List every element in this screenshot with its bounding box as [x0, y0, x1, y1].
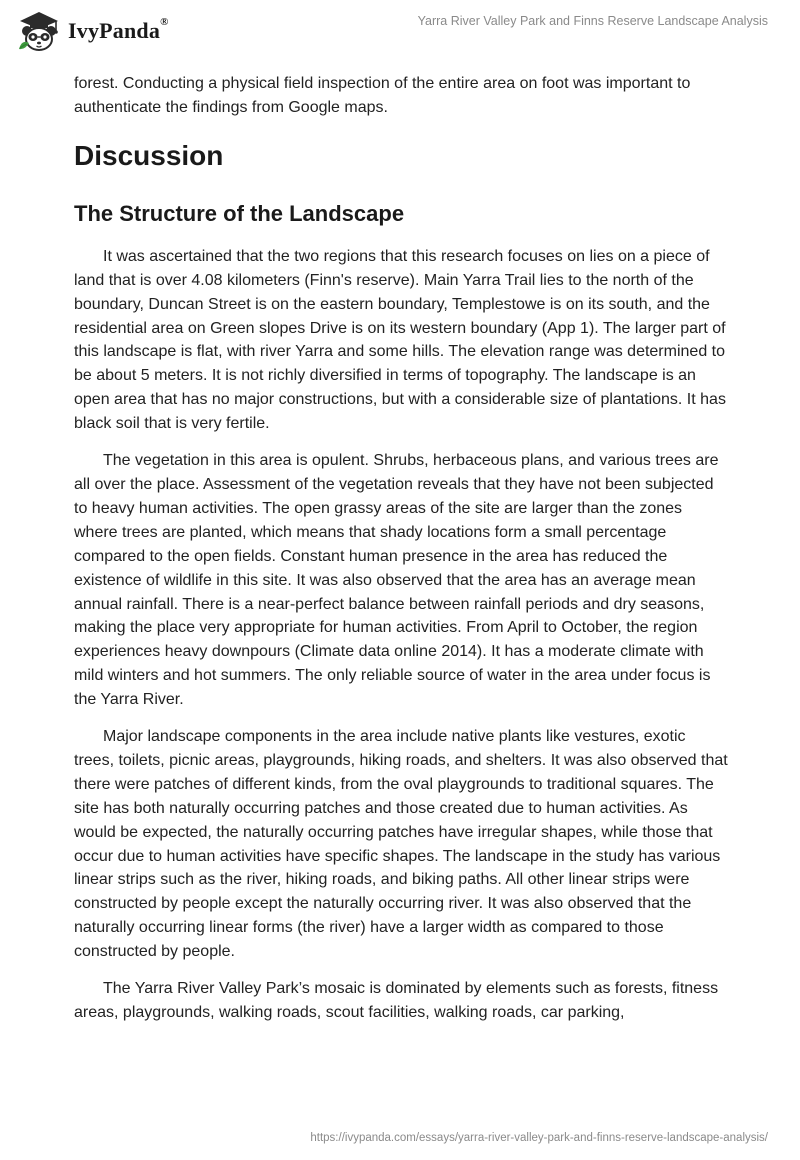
registered-mark: ®	[160, 16, 169, 28]
paragraph: It was ascertained that the two regions that this research focuses on lies on a piece of land that is over 4.08 kilometers (Finn's reserve). Main Yarra Trail lies to the north of the boundary, Duncan Street is on the eastern boundary, Templestowe is on its south, and the residential area on Green slopes Drive is on its western boundary (App 1). The larger part of this landscape is flat, with river Yarra and some hills. The elevation range was determined to be about 5 meters. It is not richly diversified in terms of topography. The landscape is an open area that has no major constructions, but with a considerable size of plantations. It has black soil that is very fertile.	[74, 247, 726, 433]
document-title: Yarra River Valley Park and Finns Reserve Landscape Analysis	[417, 14, 768, 28]
paragraph: The vegetation in this area is opulent. Shrubs, herbaceous plans, and various trees are all over the place. Assessment of the vegetation reveals that they have not been subjected to heavy human activities. The open grassy areas of the site are larger than the zones where trees are planted, which means that shady locations form a small percentage compared to the open fields. Constant human presence in the area has reduced the existence of wildlife in this site. It was also observed that the area has an average mean annual rainfall. There is a near-perfect balance between rainfall periods and dry seasons, making the place very appropriate for human activities. From April to October, the region experiences heavy downpours (Climate data online 2014). It has a moderate climate with mild winters and hot summers. The only reliable source of water in the area under focus is the Yarra River.	[74, 452, 719, 709]
essay-body	[74, 72, 728, 1038]
heading-structure-of-landscape: The Structure of the Landscape	[74, 200, 405, 226]
brand-name: IvyPanda®	[68, 16, 169, 43]
heading-discussion: Discussion	[74, 139, 224, 171]
paragraph: The Yarra River Valley Park’s mosaic is dominated by elements such as forests, fitness areas, playgrounds, walking roads, scout facilities, walking roads, car parking,	[74, 980, 719, 1021]
intro-paragraph: forest. Conducting a physical field inspection of the entire area on foot was important to authenticate the findings from Google maps.	[74, 75, 691, 116]
source-url-link[interactable]: https://ivypanda.com/essays/yarra-river-valley-park-and-finns-reserve-landscape-analysis/	[310, 1132, 768, 1144]
paragraph: Major landscape components in the area include native plants like vestures, exotic trees, toilets, picnic areas, playgrounds, hiking roads, and shelters. It was also observed that there were patches of different kinds, from the oval playgrounds to traditional squares. The site has both naturally occurring patches and those created due to human activities. As would be expected, the naturally occurring patches have irregular shapes, while those that occur due to human activities have specific shapes. The landscape in the study has various linear strips such as the river, hiking roads, and biking paths. All other linear strips were constructed by people except the naturally occurring river. It was also observed that the naturally occurring linear forms (the river) have a larger width as compared to those constructed by people.	[74, 728, 728, 961]
page-header	[0, 0, 800, 60]
panda-graduate-icon	[16, 9, 62, 53]
ivypanda-logo[interactable]	[16, 8, 169, 54]
